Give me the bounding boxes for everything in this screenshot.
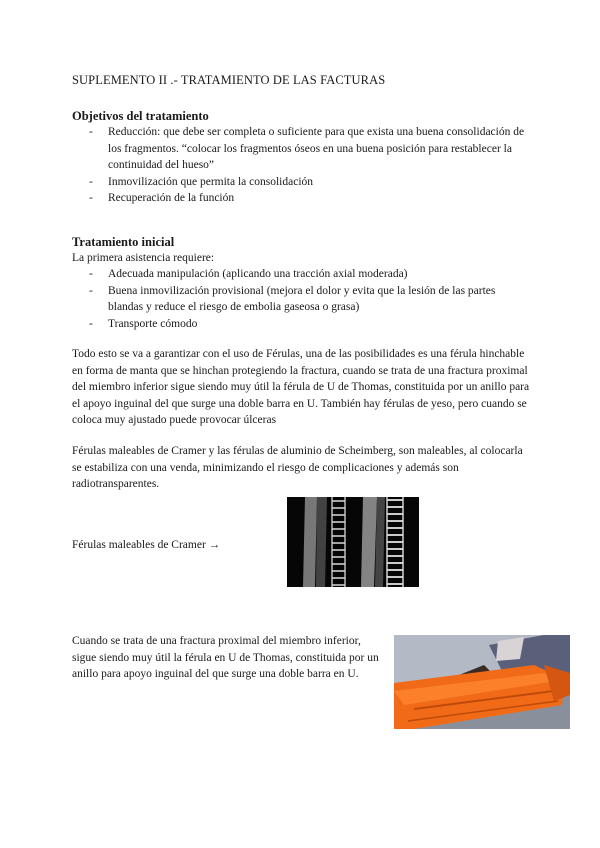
list-item: - Adecuada manipulación (aplicando una tracción axial moderada) [89,268,408,280]
xray-drawing [287,497,419,587]
thomas-paragraph: Cuando se trata de una fractura proximal del miembro inferior, sigue siendo muy útil la férula en U de Thomas, constituida por un anillo para apoyo inguinal del que surge una doble barra en U. [72,635,379,680]
list-item: - Transporte cómodo [89,317,198,330]
objectives-list [72,124,532,207]
list-item: - Recuperación de la función [89,192,235,204]
list-item: - Reducción: que debe ser completa o suficiente para que exista una buena consolidación de los fragmentos. “colocar los fragmentos óseos en una buena posición para restablecer la continuidad del hueso” [89,126,525,171]
ferulas-paragraph: Todo esto se va a garantizar con el uso de Férulas, una de las posibilidades es una férula hinchable en forma de manta que se hinchan protegiendo la fractura, cuando se trata de una fractura proximal del miembro inferior sigue siendo muy útil la férula de U de Thomas, constituida por un anillo para el apoyo inguinal del que surge una doble barra en U. También hay férulas de yeso, pero cuando se coloca muy ajustado puede provocar úlceras [72,348,530,426]
initial-treatment-heading: Tratamiento inicial [72,235,175,249]
initial-list [72,266,532,332]
list-item: - Inmovilización que permita la consolidación [89,175,314,188]
cramer-figure-label: Férulas maleables de Cramer → [72,539,221,551]
cramer-splint-xray-image [287,497,419,587]
photo-drawing [394,635,570,729]
objectives-heading: Objetivos del tratamiento [72,109,209,123]
initial-intro: La primera asistencia requiere: [72,252,215,264]
thomas-splint-photo [394,635,570,729]
document-title: SUPLEMENTO II .- TRATAMIENTO DE LAS FACTURAS [72,73,386,87]
cramer-paragraph: Férulas maleables de Cramer y las férulas de aluminio de Scheimberg, son maleables, al colocarla se estabiliza con una venda, minimizando el riesgo de complicaciones y además son radiotransparentes. [72,445,523,490]
list-item: - Buena inmovilización provisional (mejora el dolor y evita que la lesión de las partes blandas y reduce el riesgo de embolia gaseosa o grasa) [89,284,496,313]
